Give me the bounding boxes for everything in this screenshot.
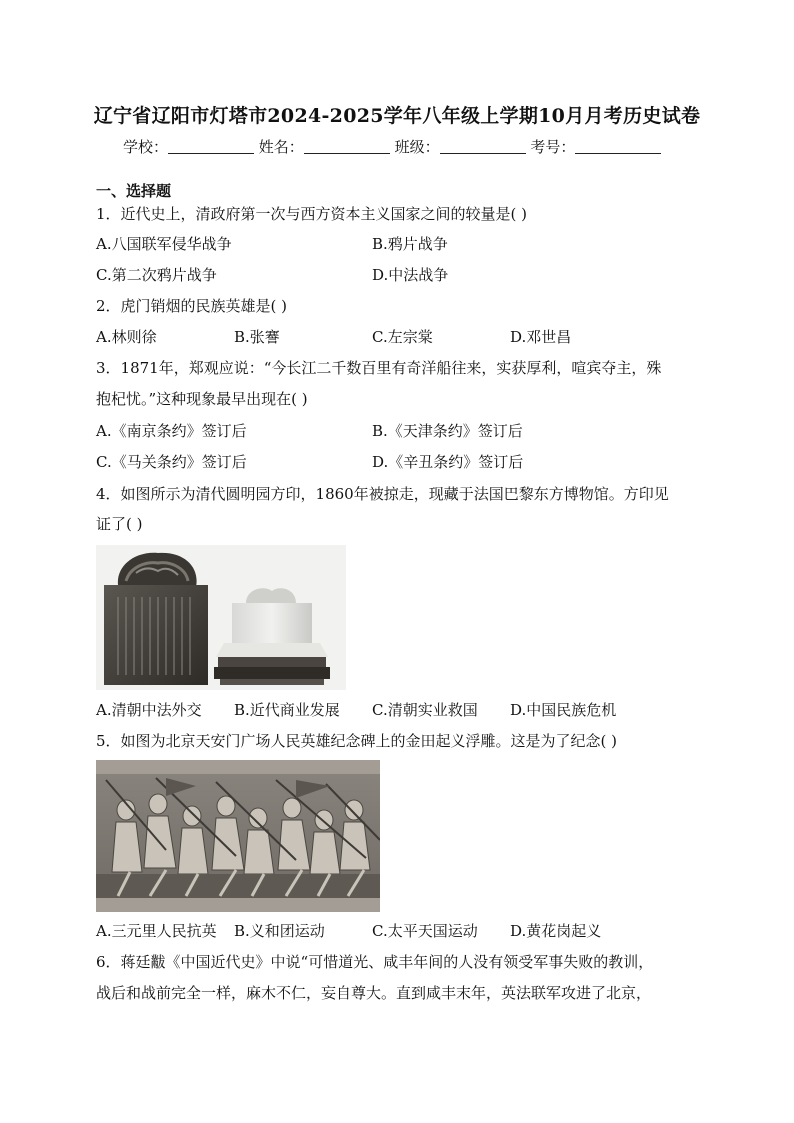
question-3-option-c: C.《马关条约》签订后: [96, 453, 247, 471]
question-3-stem-line-2: 抱杞忧。”这种现象最早出现在( ): [96, 390, 308, 408]
class-label: 班级：: [394, 138, 440, 156]
question-1-option-b: B.鸦片战争: [372, 235, 448, 253]
name-blank: [304, 139, 390, 154]
question-6-stem-line-1: 6．蒋廷黻《中国近代史》中说“可惜道光、咸丰年间的人没有领受军事失败的教训，: [96, 953, 654, 971]
class-blank: [440, 139, 526, 154]
question-4-stem-line-1: 4．如图所示为清代圆明园方印，1860年被掠走，现藏于法国巴黎东方博物馆。方印见: [96, 485, 669, 503]
jintian-uprising-relief-photo: [96, 760, 380, 912]
exam-number-blank: [575, 139, 661, 154]
school-blank: [168, 139, 254, 154]
question-5-stem: 5．如图为北京天安门广场人民英雄纪念碑上的金田起义浮雕。这是为了纪念( ): [96, 732, 618, 750]
question-3-option-d: D.《辛丑条约》签订后: [372, 453, 524, 471]
question-4-option-c: C.清朝实业救国: [372, 701, 478, 719]
question-3-option-a: A.《南京条约》签订后: [96, 422, 247, 440]
question-1-stem: 1．近代史上，清政府第一次与西方资本主义国家之间的较量是( ): [96, 205, 528, 223]
question-3-stem-line-1: 3．1871年，郑观应说：“今长江二千数百里有奇洋船往来，实获厚利，喧宾夺主，殊: [96, 359, 662, 377]
question-5-option-a: A.三元里人民抗英: [96, 922, 217, 940]
question-5-option-b: B.义和团运动: [234, 922, 325, 940]
question-2-stem: 2．虎门销烟的民族英雄是( ): [96, 297, 288, 315]
question-1-option-d: D.中法战争: [372, 266, 449, 284]
question-3-option-b: B.《天津条约》签订后: [372, 422, 523, 440]
question-6-stem-line-2: 战后和战前完全一样，麻木不仁，妄自尊大。直到咸丰末年，英法联军攻进了北京，: [96, 984, 652, 1002]
question-2-option-b: B.张謇: [234, 328, 280, 346]
question-4-option-b: B.近代商业发展: [234, 701, 340, 719]
question-2-option-d: D.邓世昌: [510, 328, 572, 346]
exam-number-label: 考号：: [530, 138, 576, 156]
name-label: 姓名：: [258, 138, 304, 156]
question-4-option-a: A.清朝中法外交: [96, 701, 202, 719]
exam-title: 辽宁省辽阳市灯塔市2024-2025学年八年级上学期10月月考历史试卷: [93, 105, 701, 127]
question-1-option-c: C.第二次鸦片战争: [96, 266, 217, 284]
student-info-row: [123, 136, 661, 157]
yuanmingyuan-seal-photo: [96, 545, 346, 690]
question-2-option-c: C.左宗棠: [372, 328, 433, 346]
question-4-option-d: D.中国民族危机: [510, 701, 617, 719]
question-4-stem-line-2: 证了( ): [96, 515, 143, 533]
question-5-option-c: C.太平天国运动: [372, 922, 478, 940]
section-heading: 一、选择题: [96, 182, 172, 200]
school-label: 学校：: [123, 138, 169, 156]
question-2-option-a: A.林则徐: [96, 328, 157, 346]
question-5-option-d: D.黄花岗起义: [510, 922, 602, 940]
question-1-option-a: A.八国联军侵华战争: [96, 235, 232, 253]
